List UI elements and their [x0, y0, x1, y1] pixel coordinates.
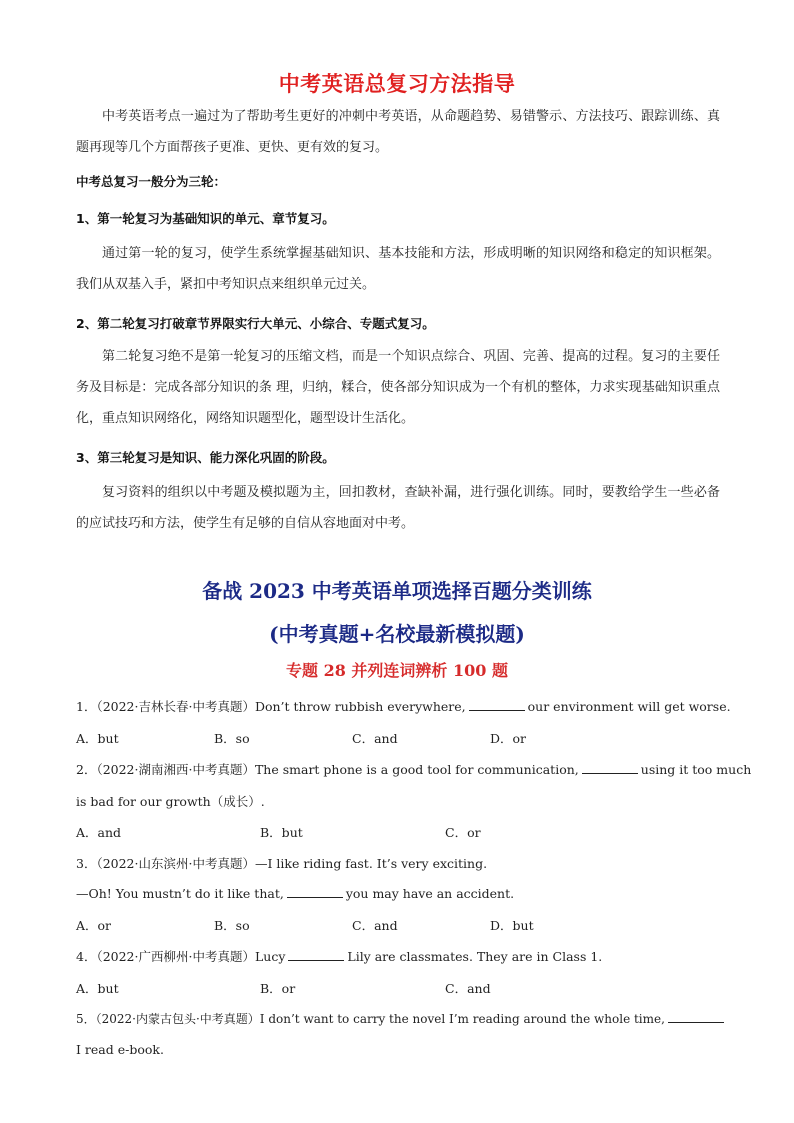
question-1-stem: 1．（2022·吉林长春·中考真题）Don’t throw rubbish everywhere,: [76, 699, 466, 714]
question-5-stem: 5．（2022·内蒙古包头·中考真题）I don’t want to carry the novel I’m reading around the whole time,: [76, 1012, 665, 1026]
question-3-line2: [76, 885, 514, 901]
q1-option-c[interactable]: C．and: [352, 731, 398, 746]
answer-blank[interactable]: [582, 761, 638, 774]
q2-option-a[interactable]: A．and: [76, 825, 122, 840]
q1-option-b[interactable]: B．so: [214, 731, 250, 746]
q4-option-a[interactable]: A．but: [76, 981, 119, 996]
question-3: 3．（2022·山东滨州·中考真题）—I like riding fast. It’s very exciting.: [76, 856, 488, 871]
rounds-heading: 中考总复习一般分为三轮：: [76, 174, 227, 189]
question-1: [76, 697, 731, 715]
question-3-stem-end: you may have an accident.: [345, 886, 515, 901]
round2-heading: 2、第二轮复习打破章节界限实行大单元、小综合、专题式复习。: [76, 316, 435, 331]
question-2-stem: 2．（2022·湖南湘西·中考真题）The smart phone is a good tool for communication,: [76, 762, 579, 777]
q2-option-c[interactable]: C．or: [445, 825, 481, 840]
q3-option-b[interactable]: B．so: [214, 918, 250, 933]
exercise-title: 备战 2023 中考英语单项选择百题分类训练: [202, 579, 592, 603]
answer-blank[interactable]: [668, 1010, 724, 1023]
round1-heading: 1、第一轮复习为基础知识的单元、章节复习。: [76, 211, 335, 226]
q1-option-d[interactable]: D．or: [490, 731, 527, 746]
answer-blank[interactable]: [469, 698, 525, 711]
answer-blank[interactable]: [287, 885, 343, 898]
q3-option-a[interactable]: A．or: [76, 918, 112, 933]
question-2-stem-end: using it too much: [640, 762, 752, 777]
question-4-stem-end: Lily are classmates. They are in Class 1.: [347, 949, 603, 964]
exercise-subtitle-paren: (中考真题+名校最新模拟题): [269, 622, 525, 646]
guide-intro: 中考英语考点一遍过为了帮助考生更好的冲刺中考英语，从命题趋势、易错警示、方法技巧、跟踪训练、真题再现等几个方面帮孩子更准、更快、更有效的复习。: [76, 109, 720, 155]
round3-heading: 3、第三轮复习是知识、能力深化巩固的阶段。: [76, 450, 335, 465]
question-4: [76, 947, 602, 965]
q2-option-b[interactable]: B．but: [260, 825, 303, 840]
question-4-stem: 4．（2022·广西柳州·中考真题）Lucy: [76, 949, 286, 964]
question-5: [76, 1010, 727, 1027]
q1-option-a[interactable]: A．but: [76, 731, 119, 746]
q3-option-c[interactable]: C．and: [352, 918, 398, 933]
round2-text: 第二轮复习绝不是第一轮复习的压缩文档，而是一个知识点综合、巩固、完善、提高的过程。复习的主要任务及目标是：完成各部分知识的条 理，归纳，糅合，使各部分知识成为一个有机的整体，力求实现基础知识重点化，重点知识网络化，网络知识题型化，题型设计生活化。: [76, 349, 720, 426]
guide-title: 中考英语总复习方法指导: [278, 72, 516, 96]
round1-text: 通过第一轮的复习，使学生系统掌握基础知识、基本技能和方法，形成明晰的知识网络和稳定的知识框架。我们从双基入手，紧扣中考知识点来组织单元过关。: [76, 246, 720, 292]
q4-option-c[interactable]: C．and: [445, 981, 491, 996]
question-2: [76, 760, 751, 778]
q3-option-d[interactable]: D．but: [490, 918, 534, 933]
question-2-line2: is bad for our growth（成长）.: [76, 794, 265, 809]
answer-blank[interactable]: [288, 948, 344, 961]
round3-text: 复习资料的组织以中考题及模拟题为主，回扣教材，查缺补漏，进行强化训练。同时，要教给学生一些必备的应试技巧和方法，使学生有足够的自信从容地面对中考。: [76, 485, 720, 531]
question-5-line2: I read e-book.: [76, 1042, 164, 1057]
topic-title: 专题 28 并列连词辨析 100 题: [286, 661, 508, 680]
question-3-stem: —Oh! You mustn’t do it like that,: [76, 886, 284, 901]
question-1-stem-end: our environment will get worse.: [527, 699, 731, 714]
q4-option-b[interactable]: B．or: [260, 981, 296, 996]
